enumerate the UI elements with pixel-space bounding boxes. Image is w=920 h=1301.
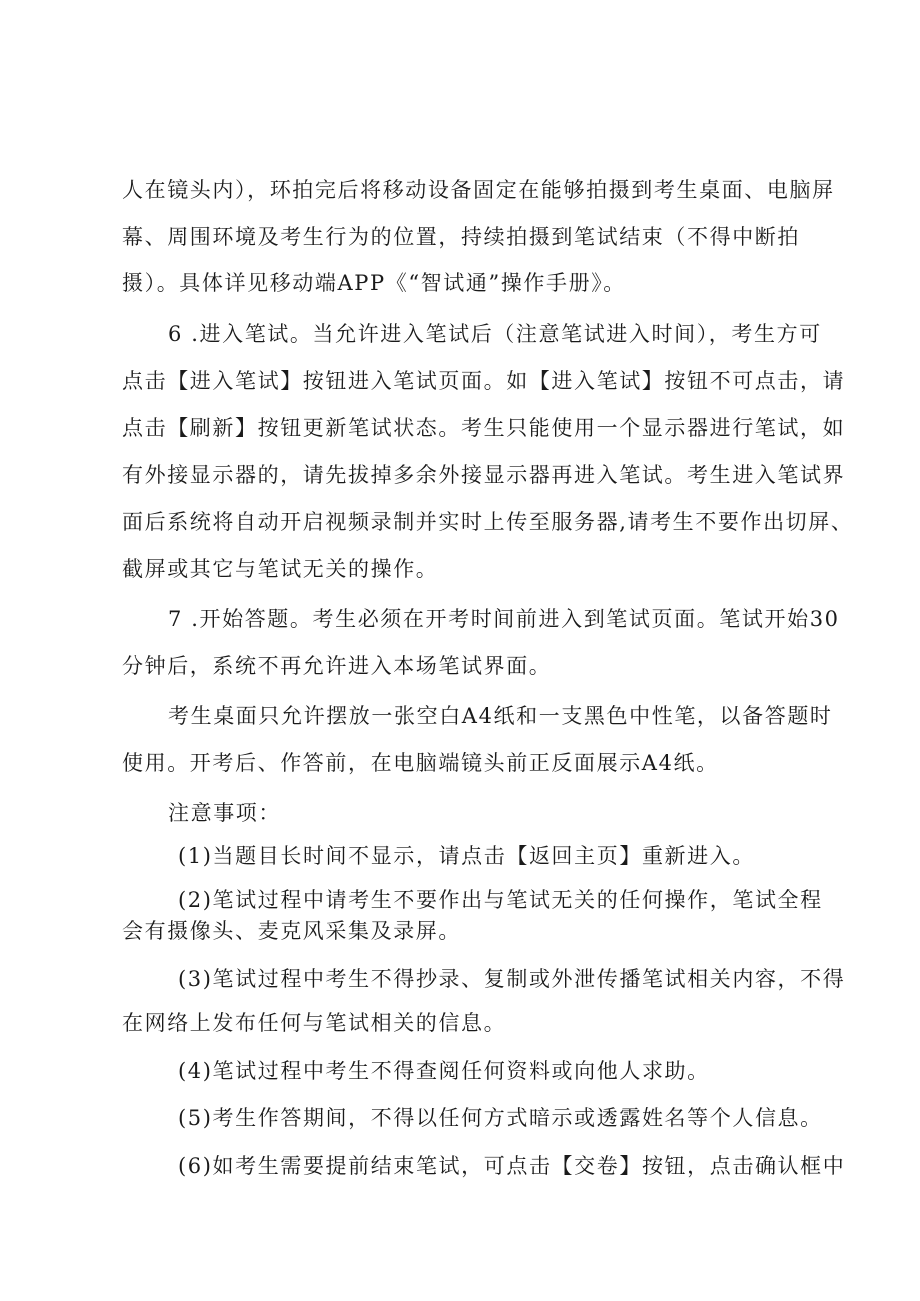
note-3-line-1: (3)笔试过程中考生不得抄录、复制或外泄传播笔试相关内容，不得 (178, 967, 846, 991)
item7-line-1: 7 .开始答题。考生必须在开考时间前进入到笔试页面。笔试开始30 (168, 607, 840, 631)
note-3-line-2: 在网络上发布任何与笔试相关的信息。 (122, 1011, 507, 1035)
item6-line-6: 截屏或其它与笔试无关的操作。 (122, 557, 439, 581)
note-1-line-1: (1)当题目长时间不显示，请点击【返回主页】重新进入。 (178, 844, 755, 868)
note-5-line-1: (5)考生作答期间，不得以任何方式暗示或透露姓名等个人信息。 (178, 1106, 823, 1130)
continuation-line-1: 人在镜头内），环拍完后将移动设备固定在能够拍摄到考生桌面、电脑屏 (122, 178, 835, 202)
item7-line-2: 分钟后，系统不再允许进入本场笔试界面。 (122, 654, 552, 678)
note-2-line-1: (2)笔试过程中请考生不要作出与笔试无关的任何操作，笔试全程 (178, 888, 823, 912)
notes-heading: 注意事项： (168, 801, 281, 825)
item6-line-1: 6 .进入笔试。当允许进入笔试后（注意笔试进入时间），考生方可 (168, 322, 822, 346)
item6-line-5: 面后系统将自动开启视频录制并实时上传至服务器,请考生不要作出切屏、 (122, 510, 854, 534)
note-6-line-1: (6)如考生需要提前结束笔试，可点击【交卷】按钮，点击确认框中 (178, 1154, 846, 1178)
desk-line-2: 使用。开考后、作答前，在电脑端镜头前正反面展示A4纸。 (122, 751, 719, 775)
note-2-line-2: 会有摄像头、麦克风采集及录屏。 (122, 919, 461, 943)
continuation-line-3: 摄）。具体详见移动端APP《“智试通”操作手册》。 (122, 271, 626, 295)
item6-line-4: 有外接显示器的，请先拔掉多余外接显示器再进入笔试。考生进入笔试界 (122, 463, 846, 487)
item6-line-2: 点击【进入笔试】按钮进入笔试页面。如【进入笔试】按钮不可点击，请 (122, 369, 846, 393)
item6-line-3: 点击【刷新】按钮更新笔试状态。考生只能使用一个显示器进行笔试，如 (122, 416, 846, 440)
desk-line-1: 考生桌面只允许摆放一张空白A4纸和一支黑色中性笔，以备答题时 (168, 704, 833, 728)
continuation-line-2: 幕、周围环境及考生行为的位置，持续拍摄到笔试结束（不得中断拍 (122, 225, 800, 249)
note-4-line-1: (4)笔试过程中考生不得查阅任何资料或向他人求助。 (178, 1059, 710, 1083)
